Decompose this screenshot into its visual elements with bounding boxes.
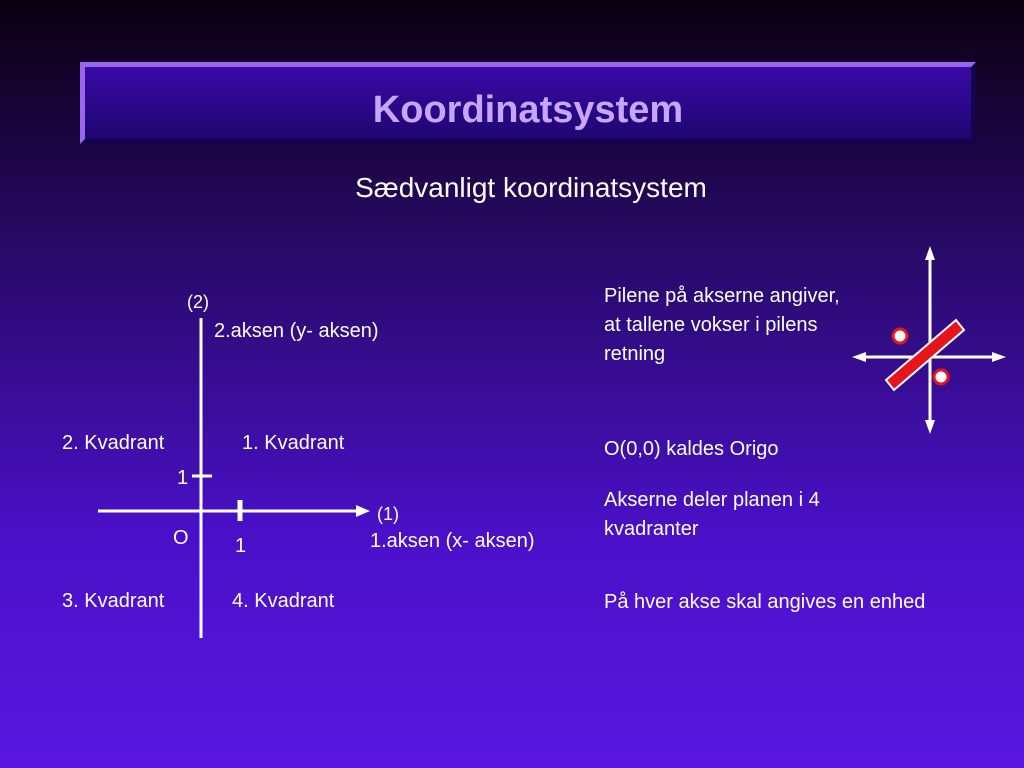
symbol-dot-lower <box>934 370 948 384</box>
note-origin: O(0,0) kaldes Origo <box>604 438 779 460</box>
x-axis-arrowhead <box>356 505 370 517</box>
x-axis-number: (1) <box>377 504 399 524</box>
quadrant-1-label: 1. Kvadrant <box>242 432 345 454</box>
quadrant-4-label: 4. Kvadrant <box>232 590 335 612</box>
y-axis-number: (2) <box>187 292 209 312</box>
symbol-left-arrowhead <box>852 352 866 362</box>
note-arrows: Pilene på akserne angiver, at tallene vokser i pilens retning <box>604 285 840 365</box>
x-unit-label: 1 <box>235 535 247 557</box>
symbol-dot-upper <box>893 329 907 343</box>
slide-title: Koordinatsystem <box>372 89 684 131</box>
y-unit-label: 1 <box>177 467 189 489</box>
symbol-right-arrowhead <box>992 352 1006 362</box>
symbol-up-arrowhead <box>925 246 935 260</box>
origin-label: O <box>173 527 189 549</box>
x-axis-label: 1.aksen (x- aksen) <box>370 530 535 552</box>
y-axis-label: 2.aksen (y- aksen) <box>214 320 379 342</box>
slide-subtitle: Sædvanligt koordinatsystem <box>355 172 707 203</box>
note-quadrants: Akserne deler planen i 4 kvadranter <box>604 489 820 540</box>
quadrant-2-label: 2. Kvadrant <box>62 432 165 454</box>
quadrant-3-label: 3. Kvadrant <box>62 590 165 612</box>
symbol-down-arrowhead <box>925 420 935 434</box>
note-unit: På hver akse skal angives en enhed <box>604 591 926 613</box>
